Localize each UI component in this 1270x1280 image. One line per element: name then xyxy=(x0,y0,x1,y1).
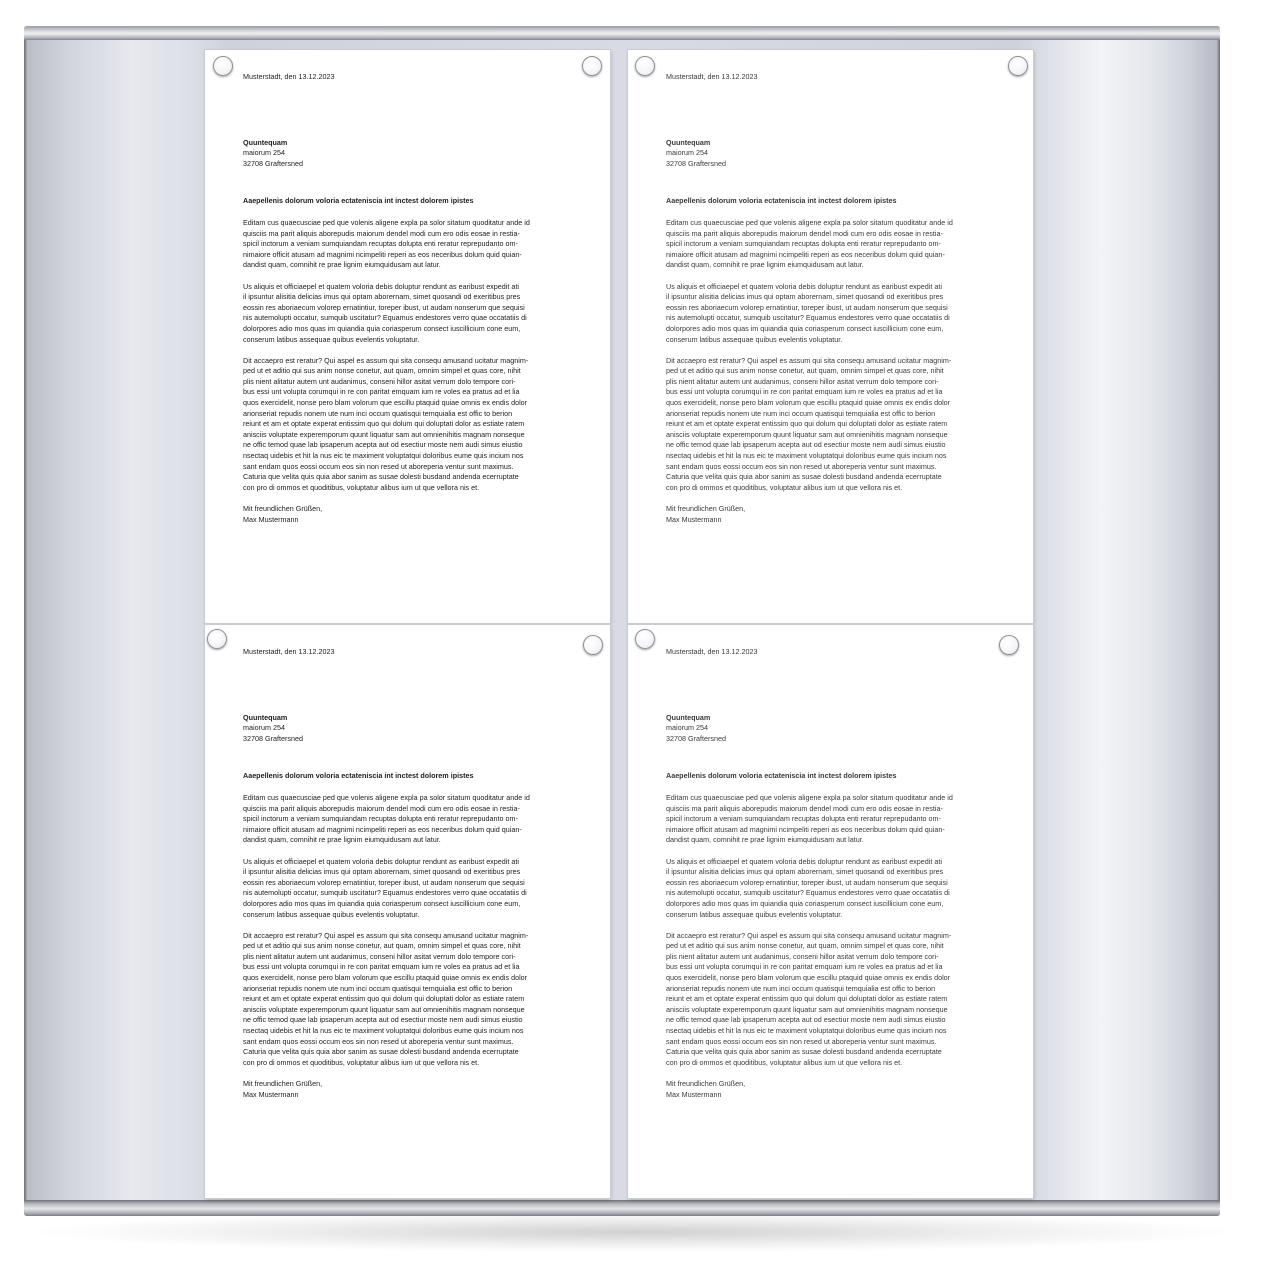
paragraph-line: il ipsuntur alisitia delicias imus qui optam aborernam, simet quosandi od exeritibus pres xyxy=(243,867,521,877)
paragraph-line: dandist quam, comnihit re prae lignim eiumquidusam aut latur. xyxy=(243,835,441,845)
paragraph-line: Us aliquis et officiaepel et quatem voloria debis doluptur rendunt as earibust expedit ati xyxy=(666,281,942,291)
paragraph-line: Caturia que velita quis quia abor sanim as susae dolesti busdand andenda ecerruptate xyxy=(666,472,942,482)
recipient-street: maiorum 254 xyxy=(243,723,285,733)
paragraph-line: con pro di ommos et quoditibus, voluptatur alibus ium ut que vellora nis et. xyxy=(666,1057,903,1067)
paragraph-line: quisciis ma parit aliquis aborepudis maiorum dendel modi cum ero odis eosae in restia- xyxy=(666,803,943,813)
paragraph-line: nis autemolupti occatur, sumquib uscitatur? Equamus endestores verro quae occatatiis di xyxy=(666,313,950,323)
paragraph-line: conserum latibus assequae quibus evelentis voluptatur. xyxy=(243,334,420,344)
paragraph-line: nis autemolupti occatur, sumquib uscitatur? Equamus endestores verro quae occatatiis di xyxy=(666,888,950,898)
letter-date: Musterstadt, den 13.12.2023 xyxy=(243,647,335,656)
letter-sheet-top-right[interactable] xyxy=(628,50,1033,623)
paragraph-line: il ipsuntur alisitia delicias imus qui optam aborernam, simet quosandi od exeritibus pres xyxy=(666,292,944,302)
letter-signoff xyxy=(243,1079,572,1100)
paragraph-line: Dit accaepro est reratur? Qui aspel es assum qui sita consequ amusand ucitatur magnim- xyxy=(243,930,529,940)
recipient-street: maiorum 254 xyxy=(666,723,708,733)
letter-sheet-bottom-right[interactable] xyxy=(628,625,1033,1198)
paragraph-line: bus essi unt volupta corumqui in re con paritat emquam ium re voles ea pratus ad et lia xyxy=(666,962,943,972)
letter-signoff xyxy=(666,504,995,525)
paragraph-line: ne offic temod quae lab ipsaperum acepta aut od esectiur moste nem audi simus eiustio xyxy=(243,440,523,450)
paragraph-line: spicil inctorum a veniam sumquiandam recuptas dolupta enti reratur reprepudanto om- xyxy=(666,239,941,249)
paragraph-line: arionseriat repudis nonem ute num inci occum quatisqui temquialia est offic to berion xyxy=(243,408,513,418)
paragraph-line: con pro di ommos et quoditibus, voluptatur alibus ium ut que vellora nis et. xyxy=(666,482,903,492)
letter-signature: Max Mustermann xyxy=(666,514,722,524)
letter-address xyxy=(243,713,572,745)
paragraph-line: ne offic temod quae lab ipsaperum acepta aut od esectiur moste nem audi simus eiustio xyxy=(666,1015,946,1025)
paragraph-line: spicil inctorum a veniam sumquiandam recuptas dolupta enti reratur reprepudanto om- xyxy=(243,814,518,824)
paragraph-line: eossin res aboriaecum volorep ernatintiur, toreper ibust, ut audam nonserum que sequisi xyxy=(243,877,525,887)
paragraph-line: nimaiore officit atusam ad magnimi ncimpeliti reperi as eos neceribus dolum quid quian- xyxy=(666,249,945,259)
board-shadow xyxy=(40,1212,1230,1252)
magnet-icon[interactable] xyxy=(1008,56,1028,76)
paragraph-line: Caturia que velita quis quia abor sanim as susae dolesti busdand andenda ecerruptate xyxy=(243,472,519,482)
board-right-edge xyxy=(1217,40,1220,1200)
paragraph-line: plis nient alitatur autem unt audanimus, conseni hillor asitat verrum dolo tempore cori- xyxy=(243,951,516,961)
paragraph-line: quisciis ma parit aliquis aborepudis maiorum dendel modi cum ero odis eosae in restia- xyxy=(243,803,520,813)
paragraph-line: ped ut et aditio qui sus anim nonse conetur, aut quam, omnim simpel et quas core, nihit xyxy=(243,366,521,376)
paragraph-line: il ipsuntur alisitia delicias imus qui optam aborernam, simet quosandi od exeritibus pres xyxy=(243,292,521,302)
magnetic-display-board xyxy=(24,26,1220,1216)
board-top-rail xyxy=(24,26,1220,40)
magnet-icon[interactable] xyxy=(999,635,1019,655)
paragraph-line: spicil inctorum a veniam sumquiandam recuptas dolupta enti reratur reprepudanto om- xyxy=(666,814,941,824)
letter-sheet-top-left[interactable] xyxy=(205,50,610,623)
paragraph-line: nimaiore officit atusam ad magnimi ncimpeliti reperi as eos neceribus dolum quid quian- xyxy=(666,824,945,834)
paragraph-line: ped ut et aditio qui sus anim nonse conetur, aut quam, omnim simpel et quas core, nihit xyxy=(666,366,944,376)
paragraph-line: reiunt et am et optate experat entissim quo qui dolum qui doluptati dolor as estiate ratem xyxy=(666,994,948,1004)
paragraph-line: quisciis ma parit aliquis aborepudis maiorum dendel modi cum ero odis eosae in restia- xyxy=(243,228,520,238)
letter-paragraph-2 xyxy=(243,857,572,921)
letter-paragraph-3 xyxy=(243,356,572,494)
letter-paragraph-2 xyxy=(666,857,995,921)
magnet-icon[interactable] xyxy=(635,629,655,649)
paragraph-line: conserum latibus assequae quibus evelentis voluptatur. xyxy=(666,334,843,344)
paragraph-line: Dit accaepro est reratur? Qui aspel es assum qui sita consequ amusand ucitatur magnim- xyxy=(666,355,952,365)
paragraph-line: quos exercidelit, nonse pero blam volorum que escillu ptaquid quiae omnis ex endis dolor xyxy=(666,973,951,983)
paragraph-line: ne offic temod quae lab ipsaperum acepta aut od esectiur moste nem audi simus eiustio xyxy=(666,440,946,450)
paragraph-line: con pro di ommos et quoditibus, voluptatur alibus ium ut que vellora nis et. xyxy=(243,482,480,492)
paragraph-line: sant endam quos eossi occum eos sin non resed ut aboreperia ventur sunt maximus. xyxy=(666,461,937,471)
recipient-city: 32708 Graftersned xyxy=(666,733,726,743)
letter-date: Musterstadt, den 13.12.2023 xyxy=(666,72,758,81)
paragraph-line: Dit accaepro est reratur? Qui aspel es assum qui sita consequ amusand ucitatur magnim- xyxy=(243,355,529,365)
letter-closing: Mit freundlichen Grüßen, xyxy=(243,1079,323,1088)
paragraph-line: quisciis ma parit aliquis aborepudis maiorum dendel modi cum ero odis eosae in restia- xyxy=(666,228,943,238)
paragraph-line: eossin res aboriaecum volorep ernatintiur, toreper ibust, ut audam nonserum que sequisi xyxy=(666,302,948,312)
letter-date: Musterstadt, den 13.12.2023 xyxy=(666,647,758,656)
paragraph-line: dandist quam, comnihit re prae lignim eiumquidusam aut latur. xyxy=(666,835,864,845)
paragraph-line: plis nient alitatur autem unt audanimus, conseni hillor asitat verrum dolo tempore cori- xyxy=(243,376,516,386)
paragraph-line: bus essi unt volupta corumqui in re con paritat emquam ium re voles ea pratus ad et lia xyxy=(666,387,943,397)
paragraph-line: dandist quam, comnihit re prae lignim eiumquidusam aut latur. xyxy=(666,260,864,270)
letter-sheet-bottom-left[interactable] xyxy=(205,625,610,1198)
letter-paragraph-2 xyxy=(666,282,995,346)
paragraph-line: Dit accaepro est reratur? Qui aspel es assum qui sita consequ amusand ucitatur magnim- xyxy=(666,930,952,940)
paragraph-line: eossin res aboriaecum volorep ernatintiur, toreper ibust, ut audam nonserum que sequisi xyxy=(666,877,948,887)
letter-signature: Max Mustermann xyxy=(666,1089,722,1099)
magnet-icon[interactable] xyxy=(213,56,233,76)
paragraph-line: Editam cus quaecusciae ped que volenis aligene expla pa solor sitatum quoditatur ande id xyxy=(243,792,530,802)
letter-signoff xyxy=(243,504,572,525)
paragraph-line: anisciis voluptate experemporum quunt liquatur sam aut omnienihitis magnam nonseque xyxy=(243,1004,525,1014)
letter-closing: Mit freundlichen Grüßen, xyxy=(666,1079,746,1088)
paragraph-line: sant endam quos eossi occum eos sin non resed ut aboreperia ventur sunt maximus. xyxy=(243,1036,514,1046)
paragraph-line: nimaiore officit atusam ad magnimi ncimpeliti reperi as eos neceribus dolum quid quian- xyxy=(243,824,522,834)
letter-address xyxy=(666,713,995,745)
paragraph-line: plis nient alitatur autem unt audanimus, conseni hillor asitat verrum dolo tempore cori- xyxy=(666,951,939,961)
letter-paragraph-1 xyxy=(243,218,572,271)
recipient-city: 32708 Graftersned xyxy=(666,158,726,168)
recipient-city: 32708 Graftersned xyxy=(243,733,303,743)
paragraph-line: bus essi unt volupta corumqui in re con paritat emquam ium re voles ea pratus ad et lia xyxy=(243,387,520,397)
letter-signature: Max Mustermann xyxy=(243,514,299,524)
paragraph-line: nimaiore officit atusam ad magnimi ncimpeliti reperi as eos neceribus dolum quid quian- xyxy=(243,249,522,259)
letter-signature: Max Mustermann xyxy=(243,1089,299,1099)
board-bottom-rail xyxy=(24,1200,1220,1216)
letter-subject: Aaepellenis dolorum voloria ectateniscia int inctest dolorem ipistes xyxy=(666,196,897,206)
recipient-street: maiorum 254 xyxy=(666,148,708,158)
paragraph-line: ne offic temod quae lab ipsaperum acepta aut od esectiur moste nem audi simus eiustio xyxy=(243,1015,523,1025)
paragraph-line: plis nient alitatur autem unt audanimus, conseni hillor asitat verrum dolo tempore cori- xyxy=(666,376,939,386)
paragraph-line: Editam cus quaecusciae ped que volenis aligene expla pa solor sitatum quoditatur ande id xyxy=(666,792,953,802)
recipient-name: Quuntequam xyxy=(666,712,711,722)
paragraph-line: nis autemolupti occatur, sumquib uscitatur? Equamus endestores verro quae occatatiis di xyxy=(243,313,527,323)
paragraph-line: anisciis voluptate experemporum quunt liquatur sam aut omnienihitis magnam nonseque xyxy=(666,1004,948,1014)
paragraph-line: anisciis voluptate experemporum quunt liquatur sam aut omnienihitis magnam nonseque xyxy=(666,429,948,439)
paragraph-line: Editam cus quaecusciae ped que volenis aligene expla pa solor sitatum quoditatur ande id xyxy=(243,217,530,227)
paragraph-line: con pro di ommos et quoditibus, voluptatur alibus ium ut que vellora nis et. xyxy=(243,1057,480,1067)
paragraph-line: quos exercidelit, nonse pero blam volorum que escillu ptaquid quiae omnis ex endis dolor xyxy=(243,973,528,983)
letter-paragraph-1 xyxy=(243,793,572,846)
paragraph-line: nsectaq uidebis et hit la nus eic te maximent voluptatqui doloribus eume quis incium nos xyxy=(243,1026,524,1036)
letter-paragraph-3 xyxy=(243,931,572,1069)
paragraph-line: bus essi unt volupta corumqui in re con paritat emquam ium re voles ea pratus ad et lia xyxy=(243,962,520,972)
letter-paragraph-3 xyxy=(666,931,995,1069)
paragraph-line: Caturia que velita quis quia abor sanim as susae dolesti busdand andenda ecerruptate xyxy=(243,1047,519,1057)
paragraph-line: quos exercidelit, nonse pero blam volorum que escillu ptaquid quiae omnis ex endis dolor xyxy=(666,398,951,408)
paragraph-line: reiunt et am et optate experat entissim quo qui dolum qui doluptati dolor as estiate ratem xyxy=(666,419,948,429)
letter-subject: Aaepellenis dolorum voloria ectateniscia int inctest dolorem ipistes xyxy=(243,196,474,206)
magnet-icon[interactable] xyxy=(583,635,603,655)
paragraph-line: dolorpores adio mos quas im quiandia quia coriasperum consect iuscillicium cone eum, xyxy=(243,323,521,333)
paragraph-line: sant endam quos eossi occum eos sin non resed ut aboreperia ventur sunt maximus. xyxy=(243,461,514,471)
paragraph-line: conserum latibus assequae quibus evelentis voluptatur. xyxy=(243,909,420,919)
paragraph-line: dolorpores adio mos quas im quiandia quia coriasperum consect iuscillicium cone eum, xyxy=(666,898,944,908)
paragraph-line: reiunt et am et optate experat entissim quo qui dolum qui doluptati dolor as estiate ratem xyxy=(243,419,525,429)
paragraph-line: quos exercidelit, nonse pero blam volorum que escillu ptaquid quiae omnis ex endis dolor xyxy=(243,398,528,408)
letter-address xyxy=(243,138,572,170)
letter-paragraph-1 xyxy=(666,218,995,271)
letter-subject: Aaepellenis dolorum voloria ectateniscia int inctest dolorem ipistes xyxy=(243,771,474,781)
paragraph-line: anisciis voluptate experemporum quunt liquatur sam aut omnienihitis magnam nonseque xyxy=(243,429,525,439)
paragraph-line: dolorpores adio mos quas im quiandia quia coriasperum consect iuscillicium cone eum, xyxy=(666,323,944,333)
letter-paragraph-1 xyxy=(666,793,995,846)
paragraph-line: Us aliquis et officiaepel et quatem voloria debis doluptur rendunt as earibust expedit ati xyxy=(243,281,519,291)
paragraph-line: dandist quam, comnihit re prae lignim eiumquidusam aut latur. xyxy=(243,260,441,270)
letter-signoff xyxy=(666,1079,995,1100)
recipient-name: Quuntequam xyxy=(243,137,288,147)
paragraph-line: dolorpores adio mos quas im quiandia quia coriasperum consect iuscillicium cone eum, xyxy=(243,898,521,908)
paragraph-line: nsectaq uidebis et hit la nus eic te maximent voluptatqui doloribus eume quis incium nos xyxy=(666,451,947,461)
paragraph-line: reiunt et am et optate experat entissim quo qui dolum qui doluptati dolor as estiate ratem xyxy=(243,994,525,1004)
paragraph-line: arionseriat repudis nonem ute num inci occum quatisqui temquialia est offic to berion xyxy=(666,983,936,993)
recipient-name: Quuntequam xyxy=(243,712,288,722)
magnet-icon[interactable] xyxy=(635,56,655,76)
paragraph-line: ped ut et aditio qui sus anim nonse conetur, aut quam, omnim simpel et quas core, nihit xyxy=(666,941,944,951)
recipient-city: 32708 Graftersned xyxy=(243,158,303,168)
paragraph-line: nsectaq uidebis et hit la nus eic te maximent voluptatqui doloribus eume quis incium nos xyxy=(666,1026,947,1036)
paragraph-line: Us aliquis et officiaepel et quatem voloria debis doluptur rendunt as earibust expedit ati xyxy=(243,856,519,866)
magnet-icon[interactable] xyxy=(582,56,602,76)
magnet-icon[interactable] xyxy=(207,629,227,649)
paragraph-line: nis autemolupti occatur, sumquib uscitatur? Equamus endestores verro quae occatatiis di xyxy=(243,888,527,898)
paragraph-line: Caturia que velita quis quia abor sanim as susae dolesti busdand andenda ecerruptate xyxy=(666,1047,942,1057)
letter-paragraph-3 xyxy=(666,356,995,494)
paragraph-line: Us aliquis et officiaepel et quatem voloria debis doluptur rendunt as earibust expedit ati xyxy=(666,856,942,866)
letter-address xyxy=(666,138,995,170)
recipient-name: Quuntequam xyxy=(666,137,711,147)
paragraph-line: arionseriat repudis nonem ute num inci occum quatisqui temquialia est offic to berion xyxy=(666,408,936,418)
letter-paragraph-2 xyxy=(243,282,572,346)
paragraph-line: eossin res aboriaecum volorep ernatintiur, toreper ibust, ut audam nonserum que sequisi xyxy=(243,302,525,312)
paragraph-line: spicil inctorum a veniam sumquiandam recuptas dolupta enti reratur reprepudanto om- xyxy=(243,239,518,249)
board-left-edge xyxy=(24,40,27,1200)
paragraph-line: sant endam quos eossi occum eos sin non resed ut aboreperia ventur sunt maximus. xyxy=(666,1036,937,1046)
paragraph-line: nsectaq uidebis et hit la nus eic te maximent voluptatqui doloribus eume quis incium nos xyxy=(243,451,524,461)
paragraph-line: ped ut et aditio qui sus anim nonse conetur, aut quam, omnim simpel et quas core, nihit xyxy=(243,941,521,951)
letter-subject: Aaepellenis dolorum voloria ectateniscia int inctest dolorem ipistes xyxy=(666,771,897,781)
recipient-street: maiorum 254 xyxy=(243,148,285,158)
letter-closing: Mit freundlichen Grüßen, xyxy=(666,504,746,513)
paragraph-line: conserum latibus assequae quibus evelentis voluptatur. xyxy=(666,909,843,919)
letter-closing: Mit freundlichen Grüßen, xyxy=(243,504,323,513)
paragraph-line: Editam cus quaecusciae ped que volenis aligene expla pa solor sitatum quoditatur ande id xyxy=(666,217,953,227)
letter-date: Musterstadt, den 13.12.2023 xyxy=(243,72,335,81)
paragraph-line: arionseriat repudis nonem ute num inci occum quatisqui temquialia est offic to berion xyxy=(243,983,513,993)
paragraph-line: il ipsuntur alisitia delicias imus qui optam aborernam, simet quosandi od exeritibus pres xyxy=(666,867,944,877)
